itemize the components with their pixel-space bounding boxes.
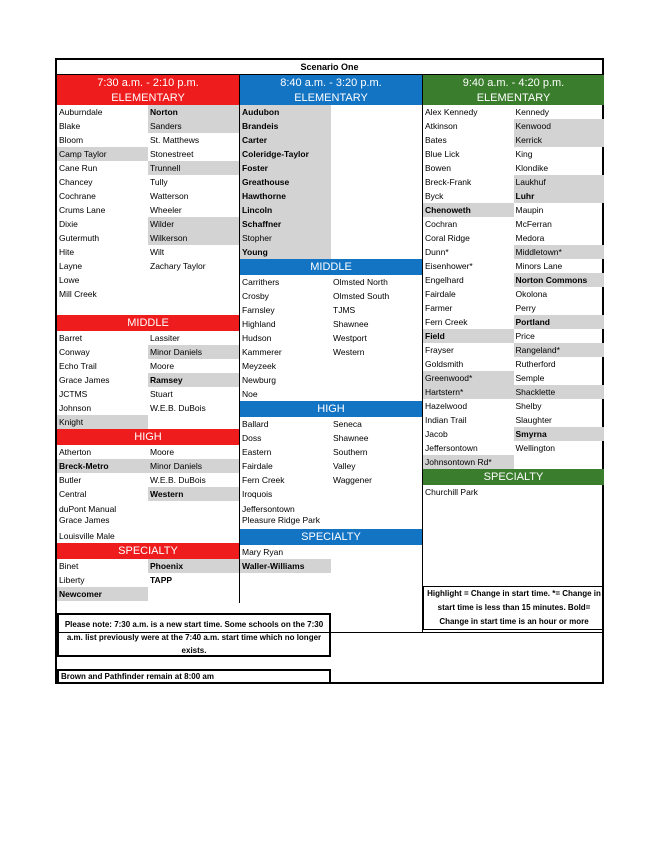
school-name: Wellington: [515, 443, 556, 453]
school-name: JCTMS: [59, 389, 88, 399]
school-row: [57, 273, 239, 287]
school-name: Carrithers: [242, 277, 280, 287]
empty-cell: [331, 147, 422, 161]
school-name: Crosby: [242, 291, 269, 301]
time-band: 7:30 a.m. - 2:10 p.m.: [57, 75, 239, 91]
section-header-elementary: ELEMENTARY: [57, 91, 239, 105]
school-row: [57, 259, 239, 273]
school-name: Blake: [59, 121, 81, 131]
school-row: [423, 441, 604, 455]
school-name: Stuart: [150, 389, 173, 399]
school-row: [240, 147, 422, 161]
school-name: Knight: [57, 415, 148, 429]
school-row: [423, 485, 604, 499]
empty-cell: [514, 485, 605, 499]
school-name: Lassiter: [150, 333, 180, 343]
school-name: Goldsmith: [425, 359, 464, 369]
school-name: Kennedy: [515, 107, 550, 117]
empty-cell: [148, 273, 239, 287]
empty-cell: [331, 545, 422, 559]
legend-text: Highlight = Change in start time. *= Change in start time is less than 15 minutes. Bold= Change in start time is an hour or more: [423, 586, 604, 630]
school-name: Ballard: [242, 419, 269, 429]
school-name: Farnsley: [242, 305, 275, 315]
school-name: Shawnee: [333, 319, 369, 329]
school-name: Highland: [242, 319, 276, 329]
school-name: Maupin: [515, 205, 544, 215]
school-name: Wilkerson: [148, 231, 239, 245]
school-row: [57, 189, 239, 203]
school-name: Cochran: [425, 219, 458, 229]
note-new-start-time: Please note: 7:30 a.m. is a new start time. Some schools on the 7:30 a.m. list previously were at the 7:40 a.m. start time which no longer exists.: [57, 613, 331, 657]
school-row: [423, 175, 604, 189]
school-name: Layne: [59, 261, 83, 271]
school-name: St. Matthews: [150, 135, 200, 145]
empty-cell: [331, 387, 422, 401]
school-name: Lowe: [59, 275, 80, 285]
school-name: Fern Creek: [425, 317, 468, 327]
school-name: Southern: [333, 447, 368, 457]
school-row: [240, 501, 422, 529]
school-name: Stopher: [240, 231, 331, 245]
school-name: duPont Manual Grace James: [59, 504, 117, 525]
school-name: Mary Ryan: [242, 547, 284, 557]
school-name: Johnson: [59, 403, 92, 413]
school-row: [57, 501, 239, 529]
school-name: Butler: [59, 475, 82, 485]
school-row: [57, 119, 239, 133]
empty-cell: [331, 175, 422, 189]
school-row: [240, 359, 422, 373]
school-name: TAPP: [150, 575, 173, 585]
school-name: Hite: [59, 247, 75, 257]
school-name: Fairdale: [425, 289, 456, 299]
school-name: Smyrna: [514, 427, 605, 441]
section-header-middle: MIDDLE: [240, 259, 422, 275]
school-name: Semple: [515, 373, 545, 383]
column-840: [240, 75, 422, 573]
school-name: Echo Trail: [59, 361, 97, 371]
school-name: Chenoweth: [423, 203, 514, 217]
school-name: Dixie: [59, 219, 78, 229]
school-row: [240, 245, 422, 259]
school-name: Sanders: [148, 119, 239, 133]
school-name: Newcomer: [57, 587, 148, 601]
empty-cell: [148, 287, 239, 301]
empty-cell: [514, 455, 605, 469]
school-name: Noe: [242, 389, 258, 399]
empty-cell: [57, 301, 148, 315]
school-row: [57, 147, 239, 161]
school-row: [240, 289, 422, 303]
school-name: Waller-Williams: [240, 559, 331, 573]
empty-cell: [331, 501, 422, 529]
school-name: Indian Trail: [425, 415, 467, 425]
school-row: [423, 329, 604, 343]
school-name: Audubon: [240, 105, 331, 119]
school-name: Coleridge-Taylor: [240, 147, 331, 161]
school-name: Central: [59, 489, 87, 499]
school-name: Eisenhower*: [425, 261, 473, 271]
school-name: Frayser: [425, 345, 454, 355]
empty-cell: [331, 373, 422, 387]
school-name: Medora: [515, 233, 545, 243]
school-name: Okolona: [515, 289, 548, 299]
school-row: [240, 317, 422, 331]
school-row: [423, 413, 604, 427]
section-header-specialty: SPECIALTY: [423, 469, 604, 485]
school-name: Churchill Park: [425, 487, 478, 497]
column-730: [57, 75, 239, 601]
school-name: Minors Lane: [515, 261, 563, 271]
school-row: [57, 401, 239, 415]
school-name: Coral Ridge: [425, 233, 470, 243]
school-row: [423, 315, 604, 329]
school-name: Kammerer: [242, 347, 282, 357]
empty-cell: [331, 119, 422, 133]
school-name: King: [515, 149, 533, 159]
school-name: Brandeis: [240, 119, 331, 133]
school-row: [423, 245, 604, 259]
school-name: Bloom: [59, 135, 84, 145]
school-row: [423, 301, 604, 315]
section-header-high: HIGH: [240, 401, 422, 417]
school-row: [57, 573, 239, 587]
school-name: Western: [148, 487, 239, 501]
empty-cell: [331, 105, 422, 119]
school-name: Shawnee: [333, 433, 369, 443]
time-band: 9:40 a.m. - 4:20 p.m.: [423, 75, 604, 91]
school-name: Shacklette: [514, 385, 605, 399]
school-row: [57, 473, 239, 487]
empty-cell: [148, 301, 239, 315]
school-row: [423, 147, 604, 161]
empty-cell: [331, 217, 422, 231]
school-row: [423, 217, 604, 231]
school-name: Iroquois: [242, 489, 273, 499]
school-row: [423, 357, 604, 371]
school-row: [240, 559, 422, 573]
school-name: Lincoln: [240, 203, 331, 217]
school-row: [57, 487, 239, 501]
school-row: [240, 105, 422, 119]
school-row: [423, 189, 604, 203]
school-name: Blue Lick: [425, 149, 460, 159]
school-name: Minor Daniels: [148, 345, 239, 359]
school-name: Norton: [148, 105, 239, 119]
school-row: [57, 287, 239, 301]
school-name: Bowen: [425, 163, 451, 173]
school-name: Mill Creek: [59, 289, 97, 299]
school-row: [240, 275, 422, 289]
empty-cell: [331, 189, 422, 203]
empty-cell: [148, 501, 239, 529]
school-row: [240, 203, 422, 217]
note-brown-pathfinder: Brown and Pathfinder remain at 8:00 am: [57, 669, 331, 684]
school-row: [57, 559, 239, 573]
school-name: Hawthorne: [240, 189, 331, 203]
school-row: [423, 105, 604, 119]
school-row: [57, 331, 239, 345]
school-name: Kerrick: [514, 133, 605, 147]
school-row: [57, 133, 239, 147]
school-name: W.E.B. DuBois: [150, 475, 206, 485]
school-row: [240, 175, 422, 189]
school-row: [240, 487, 422, 501]
school-name: Young: [240, 245, 331, 259]
school-name: Olmsted North: [333, 277, 388, 287]
column-divider: [239, 75, 240, 603]
school-name: Meyzeek: [242, 361, 277, 371]
column-divider: [422, 75, 423, 633]
school-row: [423, 385, 604, 399]
school-name: Atherton: [59, 447, 92, 457]
school-name: McFerran: [515, 219, 552, 229]
school-name: Barret: [59, 333, 83, 343]
school-row: [57, 345, 239, 359]
school-name: Wilt: [150, 247, 165, 257]
school-name: Wheeler: [150, 205, 182, 215]
school-name: Greenwood*: [423, 371, 514, 385]
school-row: [423, 161, 604, 175]
school-row: [57, 359, 239, 373]
school-row: [423, 133, 604, 147]
column-940: [423, 75, 604, 499]
school-name: Atkinson: [425, 121, 458, 131]
school-name: Trunnell: [148, 161, 239, 175]
school-row: [57, 415, 239, 429]
school-name: Wilder: [148, 217, 239, 231]
school-row: [57, 459, 239, 473]
school-row: [240, 545, 422, 559]
school-name: Shelby: [515, 401, 542, 411]
school-row: [240, 231, 422, 245]
school-name: Rangeland*: [514, 343, 605, 357]
school-name: Valley: [333, 461, 356, 471]
school-name: Eastern: [242, 447, 272, 457]
school-name: Perry: [515, 303, 536, 313]
school-name: Olmsted South: [333, 291, 390, 301]
school-row: [240, 431, 422, 445]
empty-cell: [331, 133, 422, 147]
school-name: Watterson: [150, 191, 189, 201]
school-name: Gutermuth: [59, 233, 100, 243]
school-row: [423, 371, 604, 385]
school-name: Chancey: [59, 177, 93, 187]
empty-cell: [331, 487, 422, 501]
school-row: [240, 373, 422, 387]
section-header-specialty: SPECIALTY: [57, 543, 239, 559]
empty-cell: [148, 529, 239, 543]
school-row: [240, 119, 422, 133]
school-row: [423, 259, 604, 273]
school-name: Hartstern*: [423, 385, 514, 399]
school-name: Norton Commons: [514, 273, 605, 287]
empty-cell: [331, 359, 422, 373]
school-name: Doss: [242, 433, 262, 443]
school-name: Grace James: [59, 375, 110, 385]
school-name: Farmer: [425, 303, 453, 313]
school-name: Westport: [333, 333, 367, 343]
empty-cell: [331, 203, 422, 217]
school-name: Liberty: [59, 575, 85, 585]
section-header-high: HIGH: [57, 429, 239, 445]
school-name: Moore: [150, 447, 175, 457]
school-row: [57, 203, 239, 217]
empty-cell: [331, 231, 422, 245]
school-name: Western: [333, 347, 365, 357]
empty-cell: [331, 559, 422, 573]
school-name: Minor Daniels: [148, 459, 239, 473]
school-row: [240, 303, 422, 317]
school-name: Middletown*: [514, 245, 605, 259]
school-row: [240, 345, 422, 359]
school-row: [240, 133, 422, 147]
school-name: Fairdale: [242, 461, 273, 471]
school-row: [57, 301, 239, 315]
school-row: [240, 217, 422, 231]
empty-cell: [331, 161, 422, 175]
school-name: Breck-Metro: [57, 459, 148, 473]
school-name: Foster: [240, 161, 331, 175]
school-name: Camp Taylor: [57, 147, 148, 161]
school-name: Price: [515, 331, 535, 341]
school-name: Klondike: [515, 163, 549, 173]
school-name: Field: [423, 329, 514, 343]
school-name: Auburndale: [59, 107, 103, 117]
school-row: [57, 231, 239, 245]
school-name: Seneca: [333, 419, 362, 429]
section-header-elementary: ELEMENTARY: [240, 91, 422, 105]
school-name: Laukhuf: [514, 175, 605, 189]
school-row: [57, 161, 239, 175]
school-name: Alex Kennedy: [425, 107, 478, 117]
school-name: Phoenix: [148, 559, 239, 573]
school-row: [423, 399, 604, 413]
schedule-sheet: [55, 58, 604, 684]
school-name: Jeffersontown Pleasure Ridge Park: [242, 504, 320, 525]
school-name: Jacob: [425, 429, 448, 439]
school-row: [240, 445, 422, 459]
time-band: 8:40 a.m. - 3:20 p.m.: [240, 75, 422, 91]
school-name: Cane Run: [59, 163, 98, 173]
school-row: [240, 331, 422, 345]
school-row: [240, 417, 422, 431]
school-name: Newburg: [242, 375, 277, 385]
empty-cell: [148, 587, 239, 601]
school-name: Zachary Taylor: [150, 261, 206, 271]
school-name: Luhr: [514, 189, 605, 203]
school-row: [240, 387, 422, 401]
school-row: [57, 245, 239, 259]
school-name: Waggener: [333, 475, 372, 485]
school-row: [423, 273, 604, 287]
school-name: Binet: [59, 561, 79, 571]
school-name: Portland: [514, 315, 605, 329]
school-name: Engelhard: [425, 275, 464, 285]
school-row: [57, 105, 239, 119]
school-name: Schaffner: [240, 217, 331, 231]
school-row: [423, 455, 604, 469]
school-name: Byck: [425, 191, 444, 201]
school-row: [57, 529, 239, 543]
school-row: [423, 203, 604, 217]
school-name: Ramsey: [148, 373, 239, 387]
school-row: [57, 445, 239, 459]
school-name: Bates: [425, 135, 447, 145]
school-name: Dunn*: [425, 247, 449, 257]
section-header-middle: MIDDLE: [57, 315, 239, 331]
school-name: Rutherford: [515, 359, 556, 369]
school-name: W.E.B. DuBois: [150, 403, 206, 413]
empty-cell: [331, 245, 422, 259]
school-name: TJMS: [333, 305, 356, 315]
school-row: [57, 587, 239, 601]
school-row: [423, 231, 604, 245]
school-row: [423, 427, 604, 441]
school-row: [240, 189, 422, 203]
school-row: [57, 387, 239, 401]
school-row: [240, 161, 422, 175]
school-name: Kenwood: [514, 119, 605, 133]
school-row: [57, 217, 239, 231]
school-row: [423, 343, 604, 357]
school-name: Johnsontown Rd*: [423, 455, 514, 469]
school-name: Jeffersontown: [425, 443, 478, 453]
school-name: Conway: [59, 347, 90, 357]
school-name: Moore: [150, 361, 175, 371]
section-header-specialty: SPECIALTY: [240, 529, 422, 545]
school-row: [423, 287, 604, 301]
section-header-elementary: ELEMENTARY: [423, 91, 604, 105]
school-name: Crums Lane: [59, 205, 106, 215]
school-row: [57, 175, 239, 189]
empty-cell: [148, 415, 239, 429]
school-name: Breck-Frank: [425, 177, 472, 187]
school-name: Hudson: [242, 333, 272, 343]
school-name: Tully: [150, 177, 168, 187]
school-row: [240, 459, 422, 473]
school-name: Stonestreet: [150, 149, 194, 159]
school-row: [240, 473, 422, 487]
school-name: Cochrane: [59, 191, 96, 201]
divider: [57, 632, 602, 633]
school-name: Hazelwood: [425, 401, 468, 411]
school-name: Slaughter: [515, 415, 552, 425]
school-name: Greathouse: [240, 175, 331, 189]
school-name: Carter: [240, 133, 331, 147]
school-name: Louisville Male: [59, 531, 115, 541]
school-row: [57, 373, 239, 387]
scenario-title: Scenario One: [57, 60, 602, 75]
school-row: [423, 119, 604, 133]
school-name: Fern Creek: [242, 475, 285, 485]
